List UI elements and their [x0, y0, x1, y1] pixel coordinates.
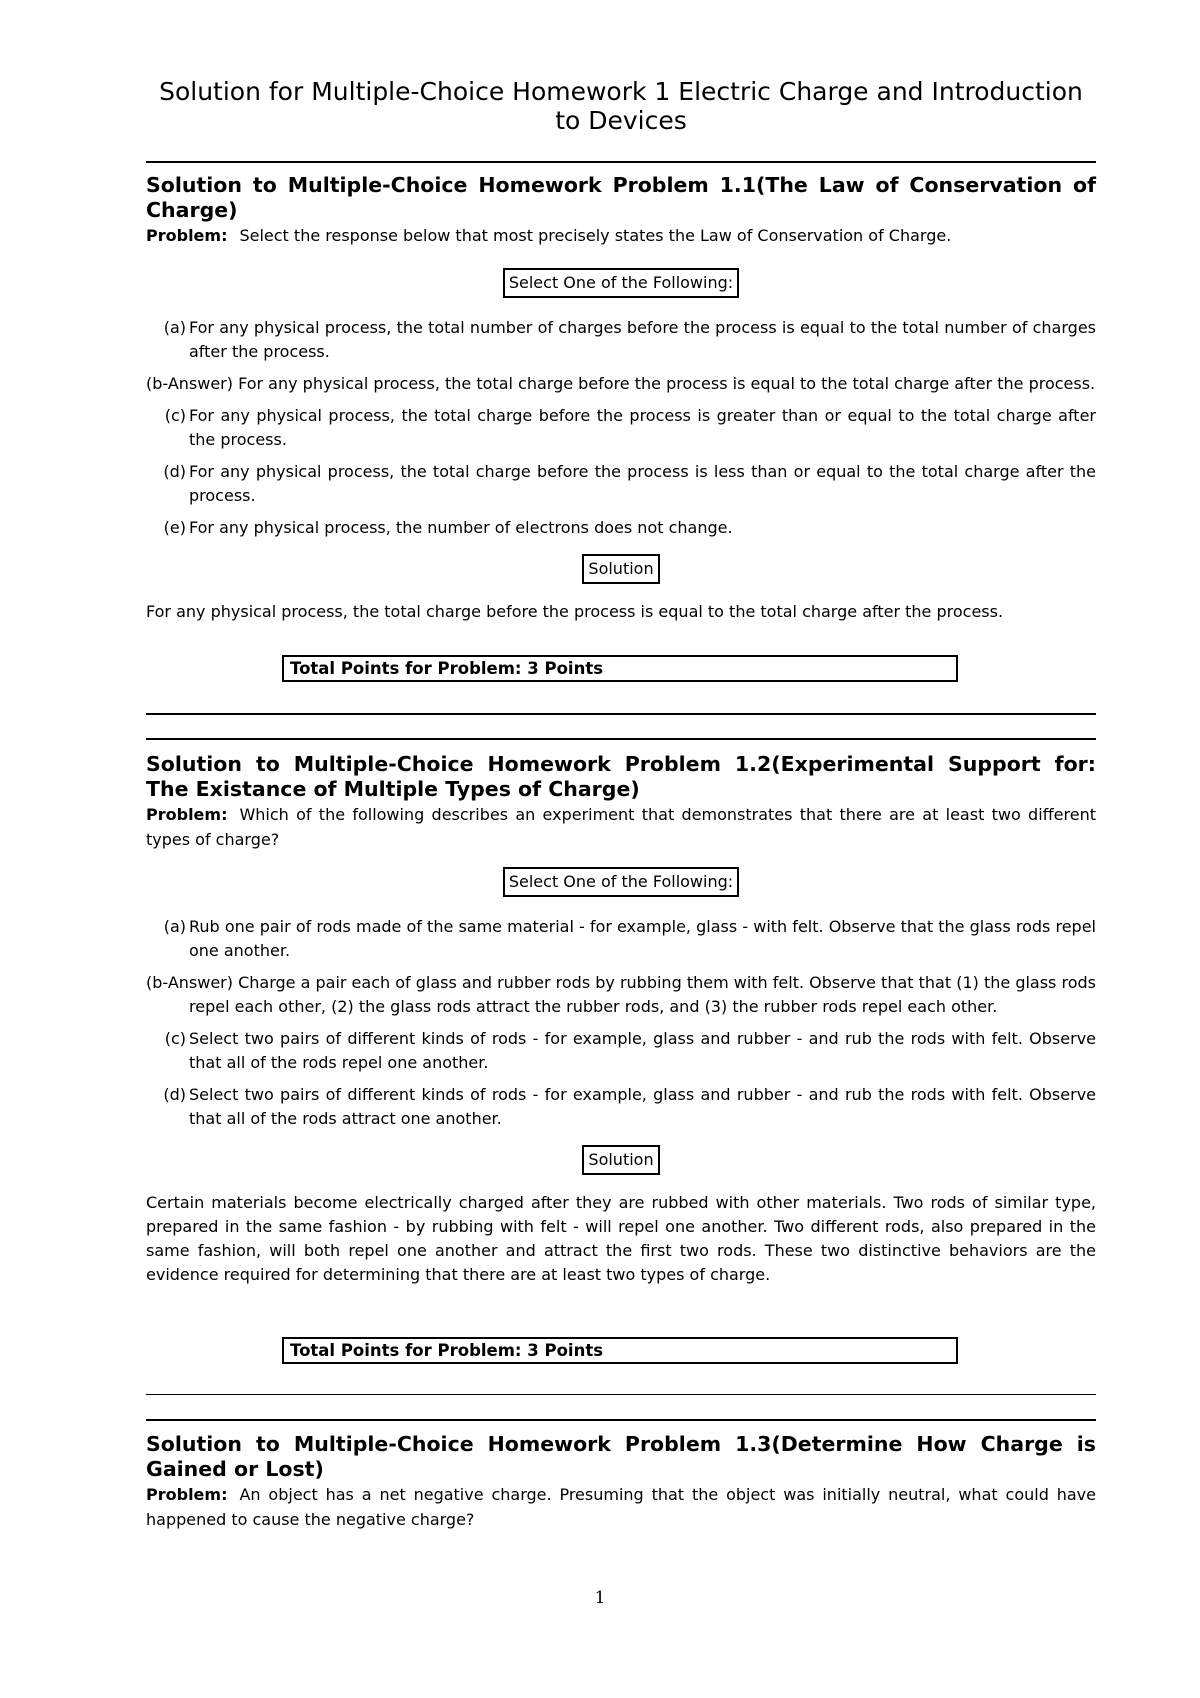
problem-statement: [146, 1482, 1096, 1532]
document-title: Solution for Multiple-Choice Homework 1 Electric Charge and Introduction to Devices: [159, 77, 1083, 135]
problem-1-2: [146, 752, 1096, 1287]
option-text: Charge a pair each of glass and rubber rods by rubbing them with felt. Observe that that (1) the glass rods repel each other, (2) the glass rods attract the rubber rods, and (3) the rubber rods repel each other.: [189, 973, 1096, 1016]
option-list: [146, 915, 1096, 1131]
solution-box: Solution: [582, 554, 659, 584]
problem-statement: [146, 802, 1096, 852]
option-mark: (b-Answer): [146, 973, 233, 992]
option-mark: (c): [164, 406, 186, 425]
divider: [146, 1394, 1096, 1395]
option-text: For any physical process, the total number of charges before the process is equal to the total number of charges after the process.: [189, 318, 1096, 361]
problem-heading: Solution to Multiple-Choice Homework Problem 1.3(Determine How Charge is Gained or Lost): [146, 1432, 1096, 1481]
divider: [146, 738, 1096, 740]
option-c: [146, 404, 1096, 452]
problem-statement: [146, 223, 1096, 248]
option-mark: (d): [163, 462, 186, 481]
problem-text: Which of the following describes an experiment that demonstrates that there are at least two different types of charge?: [146, 805, 1096, 849]
option-c: [146, 1027, 1096, 1075]
solution-text: For any physical process, the total charge before the process is equal to the total charge after the process.: [146, 602, 1004, 621]
option-a: [146, 915, 1096, 963]
option-text: Rub one pair of rods made of the same material - for example, glass - with felt. Observe that the glass rods repel one another.: [189, 917, 1096, 960]
divider: [146, 1419, 1096, 1421]
problem-text: An object has a net negative charge. Presuming that the object was initially neutral, what could have happened to cause the negative charge?: [146, 1485, 1096, 1529]
option-e: [146, 516, 1096, 540]
option-list: [146, 316, 1096, 540]
option-b-answer: [146, 971, 1096, 1019]
problem-label: Problem:: [146, 1485, 228, 1504]
divider: [146, 713, 1096, 715]
option-text: Select two pairs of different kinds of rods - for example, glass and rubber - and rub the rods with felt. Observe that all of the rods attract one another.: [189, 1085, 1096, 1128]
problem-1-1: [146, 173, 1096, 624]
option-mark: (b-Answer): [146, 374, 233, 393]
option-text: For any physical process, the number of electrons does not change.: [189, 518, 733, 537]
problem-label: Problem:: [146, 226, 228, 245]
total-points-box: Total Points for Problem: 3 Points: [282, 655, 958, 682]
option-text: For any physical process, the total charge before the process is less than or equal to the total charge after the process.: [189, 462, 1096, 505]
option-text: For any physical process, the total charge before the process is equal to the total charge after the process.: [238, 374, 1096, 393]
option-mark: (e): [163, 518, 186, 537]
option-d: [146, 1083, 1096, 1131]
option-text: For any physical process, the total charge before the process is greater than or equal to the total charge after the process.: [189, 406, 1096, 449]
problem-1-3: [146, 1432, 1096, 1532]
option-b-answer: [146, 372, 1096, 396]
option-a: [146, 316, 1096, 364]
problem-heading: Solution to Multiple-Choice Homework Problem 1.2(Experimental Support for: The Existance of Multiple Types of Charge): [146, 752, 1096, 801]
select-one-box: Select One of the Following:: [503, 268, 739, 298]
problem-label: Problem:: [146, 805, 228, 824]
solution-box: Solution: [582, 1145, 659, 1175]
page-number: 1: [594, 1588, 606, 1608]
option-mark: (a): [163, 318, 186, 337]
select-one-box: Select One of the Following:: [503, 867, 739, 897]
problem-heading: Solution to Multiple-Choice Homework Problem 1.1(The Law of Conservation of Charge): [146, 173, 1096, 222]
solution-text: Certain materials become electrically charged after they are rubbed with other materials. Two rods of similar type, prepared in the same fashion - by rubbing with felt - will repel one another. Two different rods, also prepared in the same fashion, will both repel one another and attract the first two rods. These two distinctive behaviors are the evidence required for determining that there are at least two types of charge.: [146, 1193, 1096, 1284]
divider: [146, 161, 1096, 163]
option-mark: (a): [163, 917, 186, 936]
option-mark: (c): [164, 1029, 186, 1048]
problem-text: Select the response below that most precisely states the Law of Conservation of Charge.: [239, 226, 952, 245]
option-mark: (d): [163, 1085, 186, 1104]
total-points-box: Total Points for Problem: 3 Points: [282, 1337, 958, 1364]
option-text: Select two pairs of different kinds of rods - for example, glass and rubber - and rub the rods with felt. Observe that all of the rods repel one another.: [189, 1029, 1096, 1072]
option-d: [146, 460, 1096, 508]
